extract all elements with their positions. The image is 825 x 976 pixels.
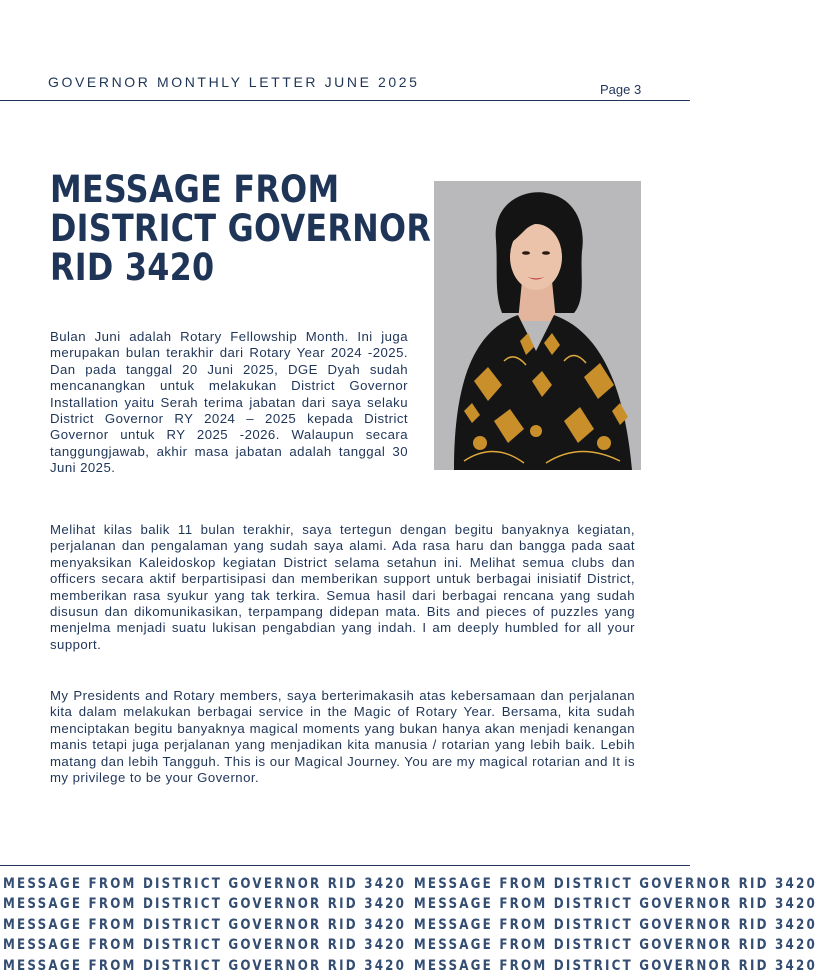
banner-text-repeat: MESSAGE FROM DISTRICT GOVERNOR RID 3420 [413,896,818,913]
banner-text: MESSAGE FROM DISTRICT GOVERNOR RID 3420 [3,937,407,954]
banner-text: MESSAGE FROM DISTRICT GOVERNOR RID 3420 [3,896,407,913]
message-paragraph-2: Melihat kilas balik 11 bulan terakhir, saya tertegun dengan begitu banyaknya kegiatan, perjalanan dan pengalaman yang sudah saya alami. Ada rasa haru dan bangga pada saat menyaksikan Kaleidoskop kegiatan District selama setahun ini. Melihat semua clubs dan officers secara aktif berpartisipasi dan memberikan support untuk berbagai inisiatif District, memberikan rasa syukur yang tak terkira. Semua hasil dari berbagai rencana yang sudah disusun dan dikomunikasikan, terpampang didepan mata. Bits and pieces of puzzles yang menjelma menjadi suatu lukisan pengabdian yang indah. I am deeply humbled for all your support. [50,522,635,652]
message-paragraph-1: Bulan Juni adalah Rotary Fellowship Month. Ini juga merupakan bulan terakhir dari Rotary Year 2024 -2025. Dan pada tanggal 20 Juni 2025, DGE Dyah sudah mencanangkan untuk melakukan District Governor Installation yaitu Serah terima jabatan dari saya selaku District Governor RY 2024 – 2025 kepada District Governor untuk RY 2025 -2026. Walaupun secara tanggungjawab, akhir masa jabatan adalah tanggal 30 Juni 2025. [50,329,408,476]
message-title-line-2: DISTRICT GOVERNOR [50,207,432,250]
header-title: GOVERNOR MONTHLY LETTER JUNE 2025 [48,74,420,90]
banner-row [3,935,818,955]
banner-text-repeat: MESSAGE FROM DISTRICT GOVERNOR RID 3420 [413,937,818,954]
banner-text-repeat: MESSAGE FROM DISTRICT GOVERNOR RID 3420 [413,876,818,892]
banner-row [3,915,818,935]
banner-text-repeat: MESSAGE FROM DISTRICT GOVERNOR RID 3420 [413,957,818,974]
message-title [50,168,432,289]
banner-row [3,956,818,976]
banner-text: MESSAGE FROM DISTRICT GOVERNOR RID 3420 [3,957,407,974]
page-number: Page 3 [600,82,642,97]
banner-text-repeat: MESSAGE FROM DISTRICT GOVERNOR RID 3420 [413,916,818,933]
footer-divider [0,865,690,866]
banner-row [3,894,818,914]
banner-row [3,874,818,894]
governor-photo [434,181,641,470]
message-title-line-1: MESSAGE FROM [50,168,340,211]
footer-banner [0,874,818,976]
message-paragraph-3: My Presidents and Rotary members, saya berterimakasih atas kebersamaan dan perjalanan kita dalam melakukan berbagai service in the Magic of Rotary Year. Bersama, kita sudah menciptakan begitu banyaknya magical moments yang bukan hanya akan menjadi kenangan manis tetapi juga perjalanan yang menjadikan kita manusia / rotarian yang lebih baik. Lebih matang dan lebih Tangguh. This is our Magical Journey. You are my magical rotarian and It is my privilege to be your Governor. [50,688,635,786]
message-title-line-3: RID 3420 [50,246,215,289]
banner-text: MESSAGE FROM DISTRICT GOVERNOR RID 3420 [3,876,407,892]
governor-portrait-icon [434,181,641,470]
banner-text: MESSAGE FROM DISTRICT GOVERNOR RID 3420 [3,916,407,933]
header-divider [0,100,690,101]
